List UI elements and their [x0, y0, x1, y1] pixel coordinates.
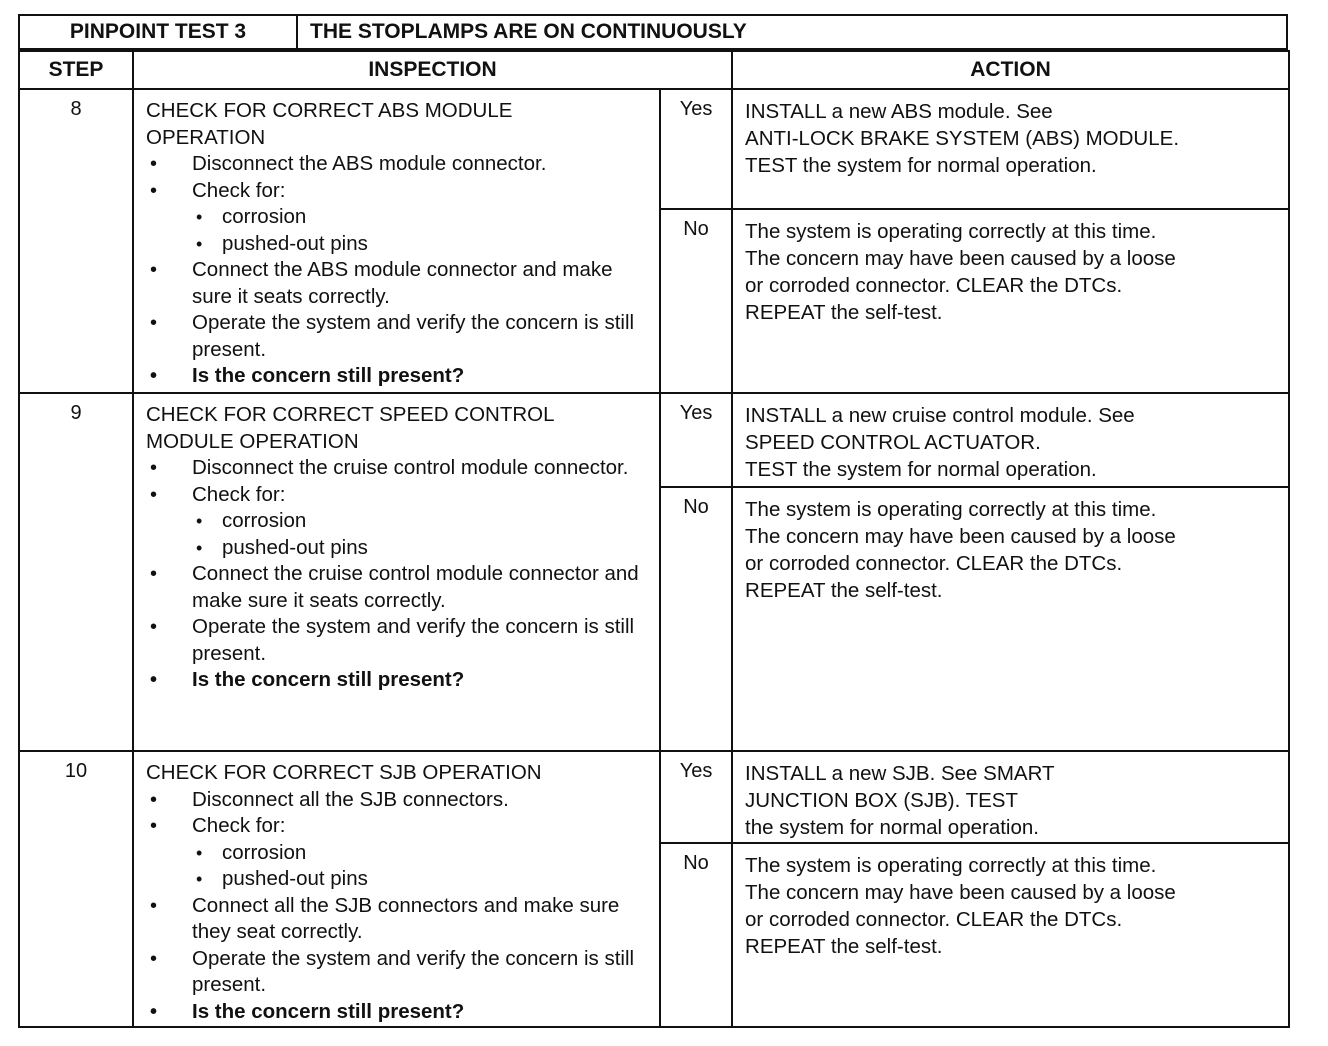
inspection-list — [146, 151, 649, 390]
inspection-subitem: • corrosion — [146, 508, 649, 535]
action-line: REPEAT the self-test. — [745, 301, 943, 324]
step-row — [19, 393, 1289, 751]
pinpoint-test-document — [18, 14, 1288, 1028]
no-label: No — [660, 843, 732, 1027]
inspection-subitem: • corrosion — [146, 204, 649, 231]
yes-action — [732, 89, 1289, 209]
inspection-header: INSPECTION — [133, 51, 732, 89]
no-label: No — [660, 209, 732, 393]
action-line: INSTALL a new SJB. See SMART — [745, 762, 1055, 785]
action-line: The system is operating correctly at this time. — [745, 854, 1157, 877]
inspection-item: • Connect the cruise control module connector and make sure it seats correctly. — [146, 561, 649, 614]
inspection-item: • Operate the system and verify the concern is still present. — [146, 614, 649, 667]
action-line: ANTI-LOCK BRAKE SYSTEM (ABS) MODULE. — [745, 127, 1180, 150]
inspection-list — [146, 455, 649, 694]
step-number: 9 — [19, 393, 133, 751]
step-row — [19, 89, 1289, 393]
no-action — [732, 487, 1289, 751]
inspection-subitem: • pushed-out pins — [146, 866, 649, 893]
action-line: The concern may have been caused by a loose — [745, 881, 1176, 904]
inspection-heading: MODULE OPERATION — [146, 429, 359, 453]
step-row — [19, 751, 1289, 1027]
inspection-item: • Check for: — [146, 178, 649, 205]
inspection-cell — [133, 393, 660, 751]
action-header: ACTION — [732, 51, 1289, 89]
pinpoint-test-table — [18, 50, 1290, 1028]
yes-label: Yes — [660, 751, 732, 843]
action-line: INSTALL a new ABS module. See — [745, 100, 1053, 123]
action-line: SPEED CONTROL ACTUATOR. — [745, 431, 1041, 454]
test-title: THE STOPLAMPS ARE ON CONTINUOUSLY — [310, 20, 747, 43]
no-label: No — [660, 487, 732, 751]
inspection-item: • Check for: — [146, 482, 649, 509]
inspection-item: • Disconnect the cruise control module connector. — [146, 455, 649, 482]
action-line: or corroded connector. CLEAR the DTCs. — [745, 274, 1123, 297]
action-line: JUNCTION BOX (SJB). TEST — [745, 789, 1018, 812]
inspection-subitem: • corrosion — [146, 840, 649, 867]
action-line: The concern may have been caused by a loose — [745, 247, 1176, 270]
yes-label: Yes — [660, 393, 732, 487]
inspection-item: • Connect the ABS module connector and make sure it seats correctly. — [146, 257, 649, 310]
yes-label: Yes — [660, 89, 732, 209]
inspection-item: • Disconnect all the SJB connectors. — [146, 787, 649, 814]
test-id: PINPOINT TEST 3 — [20, 16, 298, 48]
inspection-subitem: • pushed-out pins — [146, 231, 649, 258]
action-line: TEST the system for normal operation. — [745, 154, 1097, 177]
inspection-cell — [133, 751, 660, 1027]
no-action — [732, 209, 1289, 393]
no-action — [732, 843, 1289, 1027]
inspection-item: • Check for: — [146, 813, 649, 840]
action-line: or corroded connector. CLEAR the DTCs. — [745, 908, 1123, 931]
action-line: The system is operating correctly at this time. — [745, 220, 1157, 243]
inspection-heading: CHECK FOR CORRECT SJB OPERATION — [146, 761, 542, 784]
inspection-cell — [133, 89, 660, 393]
inspection-item: • Operate the system and verify the concern is still present. — [146, 946, 649, 999]
action-line: The concern may have been caused by a loose — [745, 525, 1176, 548]
inspection-heading: CHECK FOR CORRECT ABS MODULE — [146, 99, 513, 122]
yes-action — [732, 751, 1289, 843]
step-number: 8 — [19, 89, 133, 393]
inspection-subitem: • pushed-out pins — [146, 535, 649, 562]
inspection-item: • Operate the system and verify the concern is still present. — [146, 310, 649, 363]
action-line: INSTALL a new cruise control module. See — [745, 404, 1135, 427]
title-row — [18, 14, 1288, 50]
step-number: 10 — [19, 751, 133, 1027]
inspection-item: • Disconnect the ABS module connector. — [146, 151, 649, 178]
header-row — [19, 51, 1289, 89]
inspection-question: • Is the concern still present? — [146, 363, 649, 390]
inspection-heading: OPERATION — [146, 125, 266, 149]
action-line: REPEAT the self-test. — [745, 579, 943, 602]
inspection-question: • Is the concern still present? — [146, 999, 649, 1026]
yes-action — [732, 393, 1289, 487]
action-line: REPEAT the self-test. — [745, 935, 943, 958]
inspection-item: • Connect all the SJB connectors and make sure they seat correctly. — [146, 893, 649, 946]
action-line: or corroded connector. CLEAR the DTCs. — [745, 552, 1123, 575]
action-line: TEST the system for normal operation. — [745, 458, 1097, 481]
inspection-heading: CHECK FOR CORRECT SPEED CONTROL — [146, 403, 555, 426]
step-header: STEP — [19, 51, 133, 89]
inspection-question: • Is the concern still present? — [146, 667, 649, 694]
action-line: The system is operating correctly at this time. — [745, 498, 1157, 521]
inspection-list — [146, 787, 649, 1026]
action-line: the system for normal operation. — [745, 816, 1039, 839]
